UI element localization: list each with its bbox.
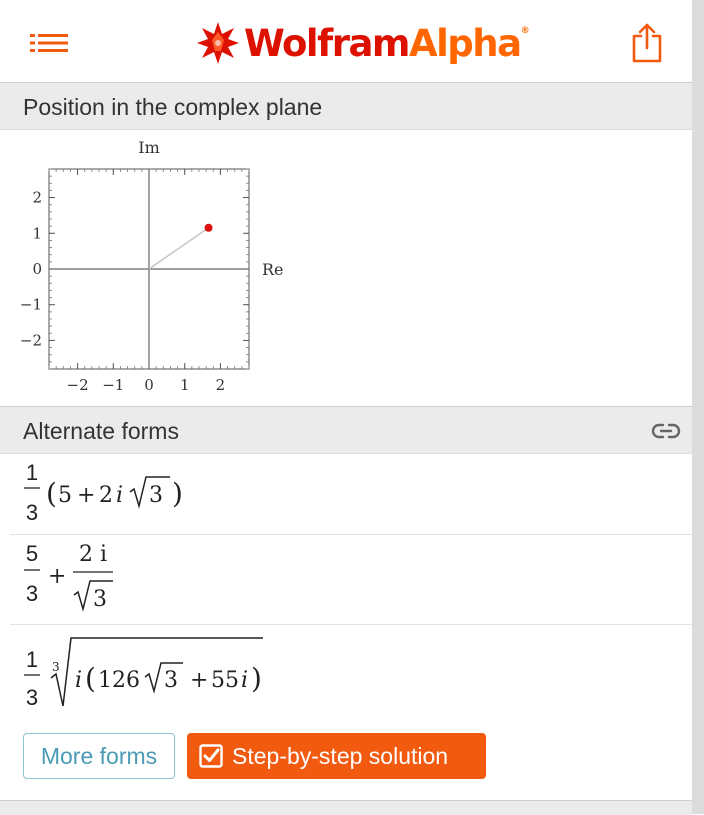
complex-point	[205, 224, 213, 232]
form3-coef-55: 55	[211, 668, 239, 693]
form3-numerator: 1	[25, 647, 39, 672]
alternate-form-1	[23, 460, 692, 530]
form-divider	[10, 624, 692, 625]
registered-mark: ®	[520, 25, 530, 36]
scrollbar-track[interactable]	[692, 0, 704, 814]
y-tick-label: 1	[32, 224, 42, 243]
form3-radicand: 3	[164, 668, 178, 693]
form2-numerator-2i: 2 i	[78, 542, 108, 567]
alternate-form-3	[23, 632, 692, 712]
form1-denominator: 3	[25, 500, 39, 525]
x-axis-label: Re	[262, 260, 284, 279]
logo-wolfram: Wolfram	[244, 21, 409, 65]
x-tick-label: 2	[215, 376, 226, 394]
form3-root-index: 3	[52, 660, 60, 674]
form1-radicand: 3	[149, 483, 163, 508]
more-forms-label: More forms	[40, 742, 158, 769]
y-tick-label: 2	[32, 188, 42, 207]
form3-left-paren: (	[85, 662, 96, 695]
pod-header-complex-plane	[0, 82, 692, 130]
alternate-form-2	[23, 540, 692, 618]
spikey-logo-icon	[196, 21, 240, 65]
more-forms-button[interactable]	[23, 733, 175, 779]
pod-title-complex-plane: Position in the complex plane	[23, 94, 323, 120]
step-by-step-button[interactable]	[187, 733, 486, 779]
form1-term-5: 5	[58, 483, 72, 508]
checkbox-check-icon	[199, 744, 223, 768]
y-tick-label: 0	[32, 260, 42, 278]
form2-numerator: 5	[25, 541, 39, 566]
x-tick-label: −2	[66, 376, 89, 394]
logo-text	[244, 22, 530, 65]
x-tick-label: 1	[179, 376, 190, 394]
form3-imag-i: i	[75, 668, 83, 693]
form1-numerator: 1	[25, 460, 39, 485]
form3-right-paren: )	[251, 662, 262, 695]
y-axis-label: Im	[138, 138, 160, 157]
wolfram-alpha-logo[interactable]	[196, 20, 530, 66]
next-pod-header	[0, 800, 692, 815]
x-tick-label: 0	[144, 376, 154, 394]
complex-plane-plot	[0, 130, 692, 406]
step-by-step-label: Step-by-step solution	[232, 742, 449, 769]
form3-imag-i2: i	[241, 668, 249, 693]
share-icon[interactable]	[630, 22, 664, 64]
y-tick-label: −1	[19, 295, 42, 314]
logo-alpha: Alpha	[408, 21, 521, 65]
form2-plus: +	[48, 564, 67, 589]
y-tick-label: −2	[19, 331, 42, 350]
app-header	[0, 0, 692, 83]
form1-right-paren: )	[172, 477, 183, 510]
x-tick-label: −1	[102, 376, 125, 394]
form3-coef-126: 126	[98, 668, 140, 693]
form1-imag-i: i	[116, 483, 124, 508]
form1-left-paren: (	[46, 477, 57, 510]
form2-radicand: 3	[93, 587, 107, 612]
form-divider	[10, 534, 692, 535]
hamburger-menu-icon[interactable]	[30, 33, 68, 53]
form1-coef-2: 2	[99, 483, 113, 508]
form2-denominator: 3	[25, 581, 39, 606]
pod-title-alternate-forms: Alternate forms	[23, 418, 179, 444]
form1-plus: +	[77, 483, 96, 508]
form3-denominator: 3	[25, 685, 39, 710]
link-icon[interactable]	[651, 421, 681, 441]
form3-plus: +	[190, 668, 209, 693]
pod-header-alternate-forms	[0, 406, 692, 454]
